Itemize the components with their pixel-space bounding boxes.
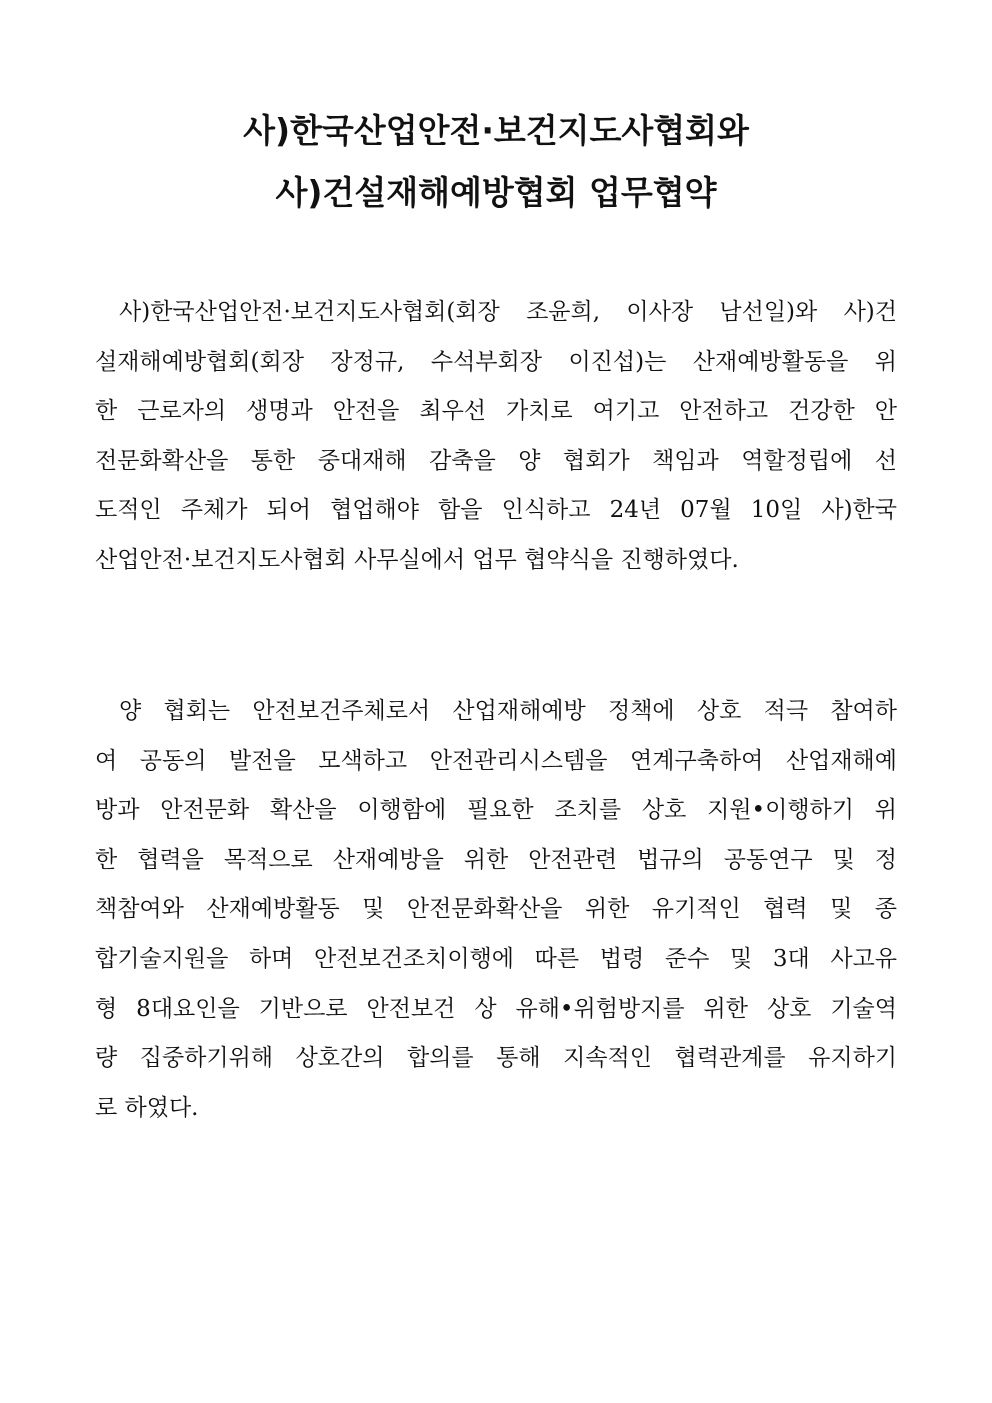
paragraph-2-line: 양 협회는 안전보건주체로서 산업재해예방 정책에 상호 적극 참여하 xyxy=(119,698,897,724)
paragraph-2-line: 여 공동의 발전을 모색하고 안전관리시스템을 연계구축하여 산업재해예 xyxy=(95,747,897,774)
paragraph-1-line: 전문화확산을 통한 중대재해 감축을 양 협회가 책임과 역할정립에 선 xyxy=(95,447,897,474)
paragraph-1-line: 사)한국산업안전·보건지도사협회(회장 조윤희, 이사장 남선일)와 사)건 xyxy=(119,299,897,325)
paragraph-1-line: 도적인 주체가 되어 협업해야 함을 인식하고 24년 07월 10일 사)한국 xyxy=(95,497,897,524)
paragraph-1-line: 산업안전·보건지도사협회 사무실에서 업무 협약식을 진행하였다. xyxy=(95,546,739,573)
title-line-1: 사)한국산업안전·보건지도사협회와 xyxy=(243,111,749,150)
paragraph-2-line: 량 집중하기위해 상호간의 합의를 통해 지속적인 협력관계를 유지하기 xyxy=(95,1045,897,1072)
paragraph-2-line: 형 8대요인을 기반으로 안전보건 상 유해•위험방지를 위한 상호 기술역 xyxy=(95,995,897,1022)
paragraph-2-line: 책참여와 산재예방활동 및 안전문화확산을 위한 유기적인 협력 및 종 xyxy=(95,896,897,923)
title-line-2: 사)건설재해예방협회 업무협약 xyxy=(275,173,717,212)
paragraph-1 xyxy=(95,288,897,586)
paragraph-1-line: 설재해예방협회(회장 장정규, 수석부회장 이진섭)는 산재예방활동을 위 xyxy=(95,348,897,375)
paragraph-2-line: 한 협력을 목적으로 산재예방을 위한 안전관련 법규의 공동연구 및 정 xyxy=(95,846,897,873)
paragraph-2 xyxy=(95,687,897,1133)
document-title xyxy=(0,100,992,224)
paragraph-2-line: 방과 안전문화 확산을 이행함에 필요한 조치를 상호 지원•이행하기 위 xyxy=(95,797,897,824)
paragraph-2-line: 로 하였다. xyxy=(95,1094,199,1121)
paragraph-1-line: 한 근로자의 생명과 안전을 최우선 가치로 여기고 안전하고 건강한 안 xyxy=(95,398,897,425)
paragraph-2-line: 합기술지원을 하며 안전보건조치이행에 따른 법령 준수 및 3대 사고유 xyxy=(95,945,897,972)
